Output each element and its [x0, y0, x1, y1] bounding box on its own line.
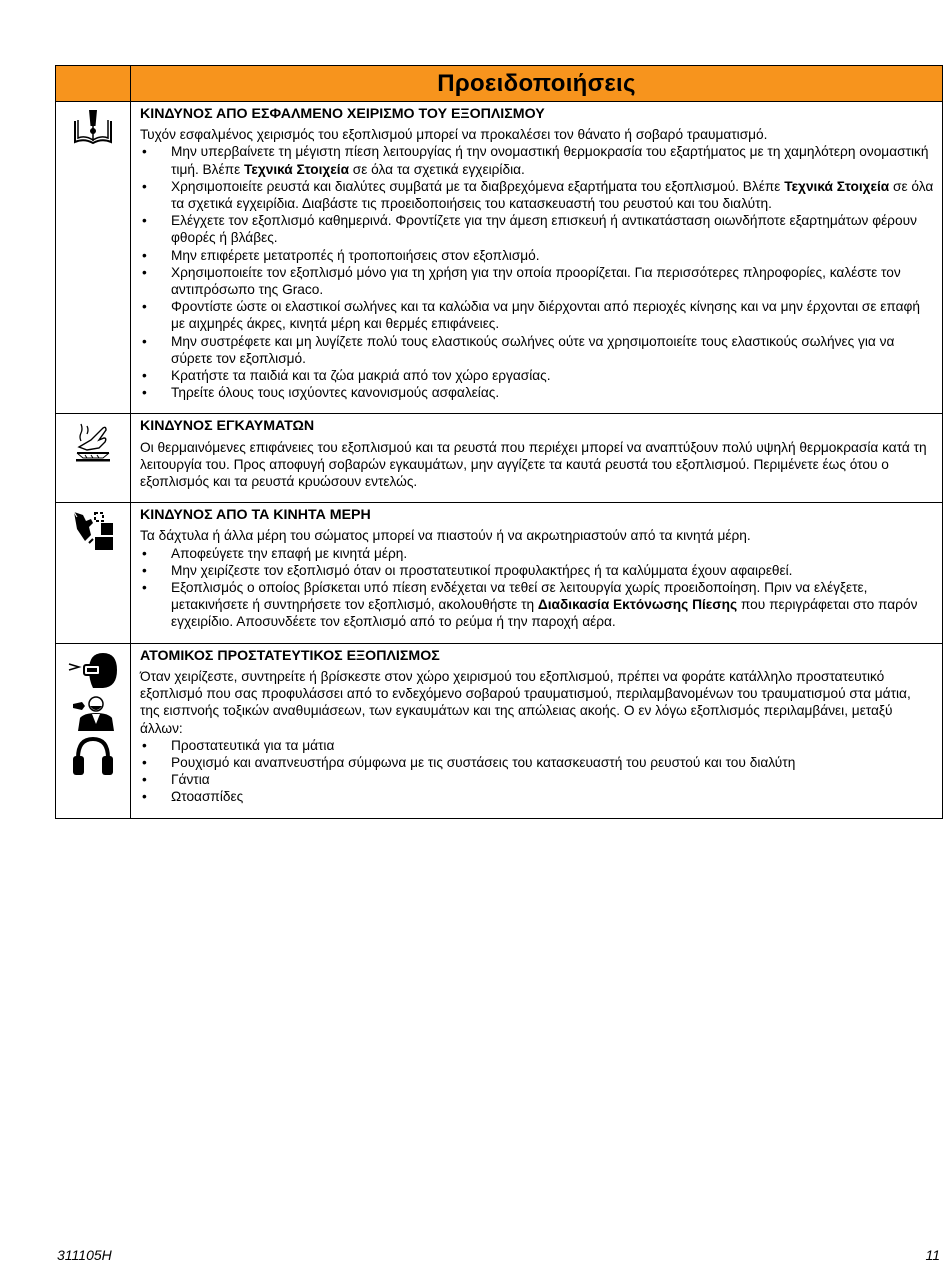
icon-cell	[56, 503, 131, 643]
section-title: ΚΙΝΔΥΝΟΣ ΑΠΟ ΕΣΦΑΛΜΕΝΟ ΧΕΙΡΙΣΜΟ ΤΟΥ ΕΞΟΠΛΙΣΜΟΥ	[140, 106, 545, 122]
respirator-clothing-icon	[70, 694, 116, 732]
list-item: • Μην επιφέρετε μετατροπές ή τροποποιήσεις στον εξοπλισμό.	[140, 247, 934, 264]
warning-row-misuse	[56, 102, 943, 414]
moving-parts-hand-icon	[71, 509, 115, 551]
list-item: • Γάντια	[140, 771, 934, 788]
list-item: • Μην χειρίζεστε τον εξοπλισμό όταν οι προστατευτικοί προφυλακτήρες ή τα καλύμματα έχουν αφαιρεθεί.	[140, 562, 934, 579]
text-cell	[131, 102, 943, 414]
list-item: • Εξοπλισμός ο οποίος βρίσκεται υπό πίεση ενδέχεται να τεθεί σε λειτουργία χωρίς προειδοποίηση. Πριν να ελέγξετε, μετακινήσετε ή συντηρήσετε τον εξοπλισμό, ακολουθήστε τη Διαδικασία Εκτόνωσης Πίεσης που περιγράφεται στο παρόν εγχειρίδιο. Αποσυνδέετε τον εξοπλισμό από το ρεύμα ή την παροχή αέρα.	[140, 579, 934, 631]
list-item: • Φροντίστε ώστε οι ελαστικοί σωλήνες και τα καλώδια να μην διέρχονται από περιοχές κίνησης και να μην έρχονται σε επαφή με αιχμηρές άκρες, κινητά μέρη και θερμές επιφάνειες.	[140, 298, 934, 332]
list-item: • Μην συστρέφετε και μη λυγίζετε πολύ τους ελαστικούς σωλήνες ούτε να χρησιμοποιείτε τους ελαστικούς σωλήνες για να σύρετε τον εξοπλισμό.	[140, 333, 934, 367]
list-item: • Μην υπερβαίνετε τη μέγιστη πίεση λειτουργίας ή την ονομαστική θερμοκρασία του εξαρτήματος με τη χαμηλότερη ονομαστική τιμή. Βλέπε Τεχνικά Στοιχεία σε όλα τα σχετικά εγχειρίδια.	[140, 143, 934, 177]
manual-warning-icon	[73, 108, 113, 146]
list-item: • Κρατήστε τα παιδιά και τα ζώα μακριά από τον χώρο εργασίας.	[140, 367, 934, 384]
text-cell	[131, 503, 943, 643]
page-number: 11	[925, 1247, 940, 1263]
list-item: • Ωτοασπίδες	[140, 788, 934, 805]
header-icon-cell	[56, 66, 131, 102]
list-item: • Χρησιμοποιείτε τον εξοπλισμό μόνο για τη χρήση για την οποία προορίζεται. Για περισσότερες πληροφορίες, καλέστε τον αντιπρόσωπο της Graco.	[140, 264, 934, 298]
section-intro: Τυχόν εσφαλμένος χειρισμός του εξοπλισμού μπορεί να προκαλέσει τον θάνατο ή σοβαρό τραυματισμό.	[140, 127, 768, 143]
warning-row-moving-parts	[56, 503, 943, 643]
document-id: 311105H	[57, 1247, 112, 1263]
icon-cell	[56, 643, 131, 818]
page-title: Προειδοποιήσεις	[131, 66, 943, 102]
section-title: ΚΙΝΔΥΝΟΣ ΑΠΟ ΤΑ ΚΙΝΗΤΑ ΜΕΡΗ	[140, 507, 371, 524]
list-item: • Αποφεύγετε την επαφή με κινητά μέρη.	[140, 545, 934, 562]
warning-row-ppe	[56, 643, 943, 818]
section-intro: Όταν χειρίζεστε, συντηρείτε ή βρίσκεστε στον χώρο χειρισμού του εξοπλισμού, πρέπει να φοράτε κατάλληλο προστατευτικό εξοπλισμό που σας προφυλάσσει από το ενδεχόμενο σοβαρού τραυματισμού, περιλαμβανομένων του τραυματισμού στα μάτια, της εισπνοής τοξικών αναθυμιάσεων, των εγκαυμάτων και της απώλειας ακοής. Ο εν λόγω εξοπλισμός περιλαμβάνει, μεταξύ άλλων:	[140, 668, 911, 736]
icon-cell	[56, 102, 131, 414]
list-item: • Ελέγχετε τον εξοπλισμό καθημερινά. Φροντίζετε για την άμεση επισκευή ή αντικατάσταση οιωνδήποτε εξαρτημάτων φέρουν φθορές ή βλάβες.	[140, 212, 934, 246]
section-intro: Οι θερμαινόμενες επιφάνειες του εξοπλισμού και τα ρευστά που περιέχει μπορεί να αναπτύξουν πολύ υψηλή θερμοκρασία κατά τη λειτουργία του. Προς αποφυγή σοβαρών εγκαυμάτων, μην αγγίζετε τα καυτά ρευστά του εξοπλισμού. Περιμένετε έως ότου ο εξοπλισμός και τα ρευστά κρυώσουν εντελώς.	[140, 439, 927, 490]
icon-cell	[56, 414, 131, 503]
text-cell	[131, 643, 943, 818]
list-item: • Ρουχισμό και αναπνευστήρα σύμφωνα με τις συστάσεις του κατασκευαστή του ρευστού και του διαλύτη	[140, 754, 934, 771]
list-item: • Προστατευτικά για τα μάτια	[140, 737, 934, 754]
bullet-list	[140, 143, 934, 401]
warning-row-burn	[56, 414, 943, 503]
eye-protection-icon	[67, 650, 119, 690]
warnings-header-row	[56, 66, 943, 102]
hot-surface-hand-icon	[73, 420, 113, 462]
bullet-list	[140, 545, 934, 631]
warnings-table	[55, 65, 943, 819]
section-title: ΚΙΝΔΥΝΟΣ ΕΓΚΑΥΜΑΤΩΝ	[140, 418, 315, 435]
list-item: • Τηρείτε όλους τους ισχύοντες κανονισμούς ασφαλείας.	[140, 384, 934, 401]
hearing-protection-icon	[70, 736, 116, 776]
bullet-list	[140, 737, 934, 806]
list-item: • Χρησιμοποιείτε ρευστά και διαλύτες συμβατά με τα διαβρεχόμενα εξαρτήματα του εξοπλισμού. Βλέπε Τεχνικά Στοιχεία σε όλα τα σχετικά εγχειρίδια. Διαβάστε τις προειδοποιήσεις του κατασκευαστή του ρευστού και του διαλύτη.	[140, 178, 934, 212]
section-intro: Τα δάχτυλα ή άλλα μέρη του σώματος μπορεί να πιαστούν ή να ακρωτηριαστούν από τα κινητά μέρη.	[140, 528, 751, 544]
text-cell	[131, 414, 943, 503]
section-title: ΑΤΟΜΙΚΟΣ ΠΡΟΣΤΑΤΕΥΤΙΚΟΣ ΕΞΟΠΛΙΣΜΟΣ	[140, 647, 440, 664]
